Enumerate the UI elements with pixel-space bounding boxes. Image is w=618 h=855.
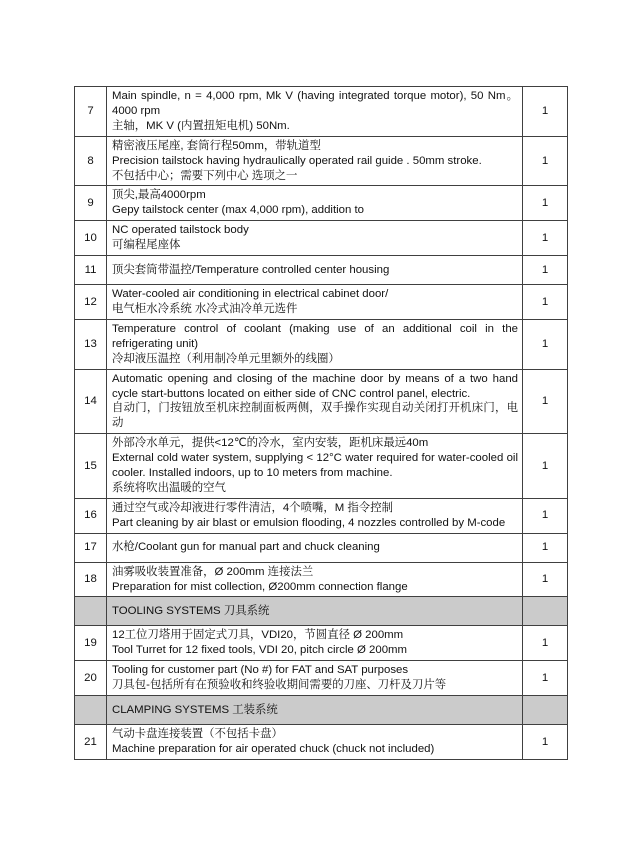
description-line: 气动卡盘连接装置（不包括卡盘）	[112, 728, 283, 741]
section-header-row	[75, 696, 568, 725]
description-line: Preparation for mist collection, Ø200mm connection flange	[112, 580, 408, 593]
row-qty-cell: 1	[523, 285, 568, 320]
row-qty-cell: 1	[523, 661, 568, 696]
row-qty-cell: 1	[523, 87, 568, 137]
row-number-cell: 13	[75, 319, 107, 369]
description-line: 外部冷水单元，提供<12℃的冷水，室内安装，距机床最远40m	[112, 437, 429, 450]
table-row	[75, 498, 568, 533]
description-line: 可编程尾座体	[112, 239, 181, 252]
section-empty-number-cell	[75, 597, 107, 626]
row-number-cell: 8	[75, 136, 107, 186]
section-empty-qty-cell	[523, 696, 568, 725]
row-description-cell	[107, 661, 523, 696]
table-row	[75, 87, 568, 137]
row-qty-cell: 1	[523, 626, 568, 661]
description-line: 通过空气或冷却液进行零件清洁，4个喷嘴，M 指令控制	[112, 501, 393, 514]
section-empty-number-cell	[75, 696, 107, 725]
row-number-cell: 18	[75, 562, 107, 597]
row-description-cell	[107, 319, 523, 369]
row-number-cell: 10	[75, 221, 107, 256]
section-empty-qty-cell	[523, 597, 568, 626]
description-line: 12工位刀塔用于固定式刀具，VDI20，节圆直径 Ø 200mm	[112, 629, 404, 642]
description-line: 自动门，门按钮放至机床控制面板两侧，双手操作实现自动关闭打开机床门，电动	[112, 402, 518, 430]
row-qty-cell: 1	[523, 533, 568, 562]
row-description-cell	[107, 626, 523, 661]
row-number-cell: 14	[75, 369, 107, 434]
description-line: 电气柜水冷系统 水冷式油冷单元选件	[112, 302, 298, 315]
row-description-cell	[107, 136, 523, 186]
row-number-cell: 9	[75, 186, 107, 221]
row-description-cell	[107, 285, 523, 320]
table-row	[75, 533, 568, 562]
table-row	[75, 725, 568, 760]
table-row	[75, 319, 568, 369]
description-line: Gepy tailstock center (max 4,000 rpm), addition to	[112, 204, 364, 217]
description-line: Water-cooled air conditioning in electrical cabinet door/	[112, 288, 389, 301]
row-description-cell	[107, 562, 523, 597]
description-line: 系统将吹出温暖的空气	[112, 481, 226, 494]
row-number-cell: 7	[75, 87, 107, 137]
table-row	[75, 626, 568, 661]
row-qty-cell: 1	[523, 186, 568, 221]
description-line: Tooling for customer part (No #) for FAT and SAT purposes	[112, 664, 409, 677]
description-line: NC operated tailstock body	[112, 224, 249, 237]
table-row	[75, 369, 568, 434]
table-row	[75, 285, 568, 320]
description-line: Machine preparation for air operated chuck (chuck not included)	[112, 743, 435, 755]
description-line: Precision tailstock having hydraulically operated rail guide . 50mm stroke.	[112, 154, 482, 167]
row-qty-cell: 1	[523, 434, 568, 499]
row-number-cell: 20	[75, 661, 107, 696]
spec-table	[74, 86, 568, 760]
description-line: Main spindle, n = 4,000 rpm, Mk V (having integrated torque motor), 50 Nm。4000 rpm	[112, 90, 518, 117]
row-description-cell	[107, 87, 523, 137]
row-qty-cell: 1	[523, 562, 568, 597]
description-line: 冷却液压温控（利用制冷单元里额外的线圈）	[112, 352, 340, 365]
description-line: 顶尖套筒带温控/Temperature controlled center housing	[112, 263, 390, 276]
table-row	[75, 256, 568, 285]
section-title-cell: CLAMPING SYSTEMS 工装系统	[107, 696, 523, 725]
row-description-cell	[107, 186, 523, 221]
row-description-cell	[107, 256, 523, 285]
description-line: Automatic opening and closing of the machine door by means of a two hand cycle start-buttons located on either side of CNC control panel, electric.	[112, 372, 518, 400]
row-qty-cell: 1	[523, 256, 568, 285]
table-row	[75, 562, 568, 597]
section-header-row	[75, 597, 568, 626]
row-qty-cell: 1	[523, 221, 568, 256]
description-line: 刀具包-包括所有在预验收和终验收期间需要的刀座、刀杆及刀片等	[112, 679, 447, 692]
table-row	[75, 221, 568, 256]
description-line: External cold water system, supplying < 12°C water required for water-cooled oil cooler. Installed indoors, up to 10 meters from machine.	[112, 452, 518, 480]
row-qty-cell: 1	[523, 369, 568, 434]
row-qty-cell: 1	[523, 498, 568, 533]
description-line: 精密液压尾座, 套筒行程50mm，带轨道型	[112, 139, 321, 152]
description-line: Tool Turret for 12 fixed tools, VDI 20, pitch circle Ø 200mm	[112, 644, 408, 657]
table-row	[75, 661, 568, 696]
section-title-cell: TOOLING SYSTEMS 刀具系统	[107, 597, 523, 626]
row-description-cell	[107, 498, 523, 533]
row-description-cell	[107, 533, 523, 562]
row-qty-cell: 1	[523, 725, 568, 760]
table-row	[75, 136, 568, 186]
row-number-cell: 11	[75, 256, 107, 285]
row-number-cell: 21	[75, 725, 107, 760]
description-line: 水枪/Coolant gun for manual part and chuck cleaning	[112, 541, 380, 554]
description-line: Part cleaning by air blast or emulsion flooding, 4 nozzles controlled by M-code	[112, 516, 506, 529]
row-number-cell: 16	[75, 498, 107, 533]
row-number-cell: 17	[75, 533, 107, 562]
description-line: Temperature control of coolant (making use of an additional coil in the refrigerating unit)	[112, 322, 518, 350]
row-qty-cell: 1	[523, 136, 568, 186]
row-description-cell	[107, 221, 523, 256]
row-description-cell	[107, 434, 523, 499]
description-line: 主轴，MK V (内置扭矩电机) 50Nm.	[112, 119, 290, 132]
table-row	[75, 186, 568, 221]
row-number-cell: 15	[75, 434, 107, 499]
row-number-cell: 12	[75, 285, 107, 320]
row-number-cell: 19	[75, 626, 107, 661]
description-line: 不包括中心；需要下列中心 选项之一	[112, 169, 298, 182]
row-qty-cell: 1	[523, 319, 568, 369]
spec-table-body	[75, 87, 568, 760]
row-description-cell	[107, 725, 523, 760]
description-line: 油雾吸收装置准备，Ø 200mm 连接法兰	[112, 565, 314, 578]
description-line: 顶尖,最高4000rpm	[112, 189, 206, 202]
row-description-cell	[107, 369, 523, 434]
table-row	[75, 434, 568, 499]
